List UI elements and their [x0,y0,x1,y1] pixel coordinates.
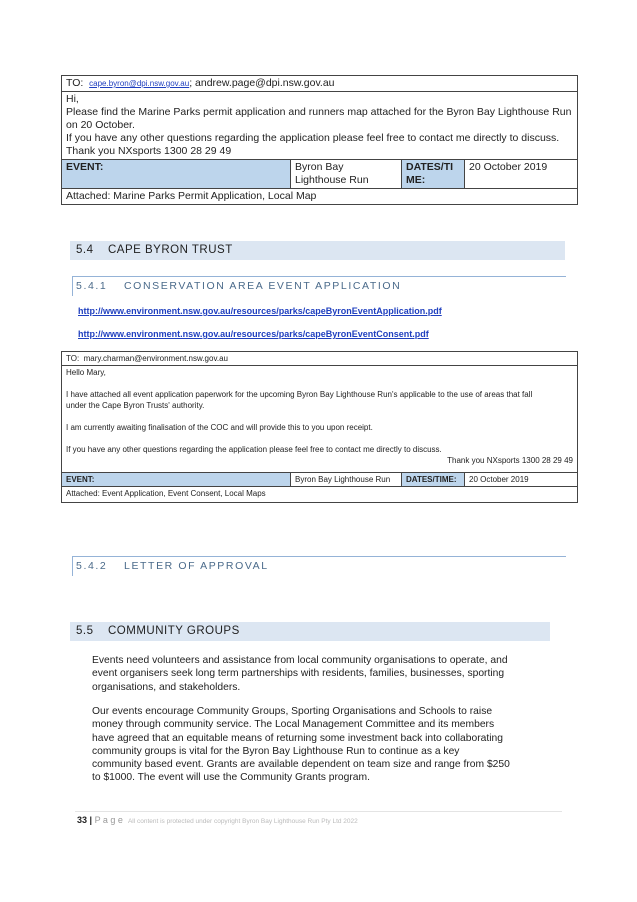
body-line: If you have any other questions regarding the application please feel free to contact me directly to discuss. [66,132,560,144]
email-table-marine-parks [61,75,578,205]
dates-label: DATES/TIME: [402,160,465,189]
to-label: TO: [66,354,80,363]
email-body [62,366,578,473]
event-label: EVENT: [62,473,291,487]
event-application-link[interactable]: http://www.environment.nsw.gov.au/resources/parks/capeByronEventApplication.pdf [78,306,442,316]
event-label: EVENT: [62,160,291,189]
body-line: Please find the Marine Parks permit application and runners map attached for the Byron Bay Lighthouse Run on 20 October. [66,106,572,131]
heading-number: 5.4.2 [76,560,108,572]
heading-title: LETTER OF APPROVAL [124,560,269,572]
heading-community-groups [70,622,550,641]
body-line: I am currently awaiting finalisation of the COC and will provide this to you upon receipt. [66,423,373,432]
footer-divider [75,811,562,812]
dates-value: 20 October 2019 [465,473,578,487]
heading-number: 5.4 [76,244,94,256]
to-label: TO: [66,77,84,89]
greeting: Hi, [66,93,79,105]
to-rest: ; andrew.page@dpi.nsw.gov.au [189,77,335,89]
to-row [62,76,578,92]
heading-title: CAPE BYRON TRUST [108,244,233,256]
event-value: Byron Bay Lighthouse Run [291,473,402,487]
event-consent-link[interactable]: http://www.environment.nsw.gov.au/resources/parks/capeByronEventConsent.pdf [78,329,429,339]
attached-row: Attached: Event Application, Event Consent, Local Maps [62,487,578,503]
event-value: Byron Bay Lighthouse Run [291,160,402,189]
footer-separator: | [89,815,93,825]
copyright-text: All content is protected under copyright Byron Bay Lighthouse Run Pty Ltd 2022 [127,818,358,825]
body-line: I have attached all event application paperwork for the upcoming Byron Bay Lighthouse Run's applicable to the use of areas that fall under the Cape Byron Trusts' authority. [66,390,533,410]
page-number: 33 [77,815,88,825]
heading-number: 5.4.1 [76,280,108,292]
footer [77,815,358,825]
to-address: mary.charman@environment.nsw.gov.au [83,354,228,363]
body-line: If you have any other questions regarding the application please feel free to contact me directly to discuss. [66,445,442,454]
heading-letter-of-approval [72,556,566,576]
email-link[interactable]: cape.byron@dpi.nsw.gov.au [89,79,190,88]
dates-value: 20 October 2019 [465,160,578,189]
heading-cape-byron-trust [70,241,565,260]
email-table-cape-byron [61,351,578,503]
signoff: Thank you NXsports 1300 28 29 49 [66,145,232,157]
page-word: P a g e [94,815,123,825]
heading-conservation-area [72,276,566,296]
paragraph: Our events encourage Community Groups, Sporting Organisations and Schools to raise money through community service. The Local Management Committee and its members have agreed that an equitable means of returning some investment back into collaborating community groups is vital for the Byron Bay Lighthouse Run to continue as a key community based event. Grants are available dependent on team size and range from $250 to $1000. The event will use the Community Grants program. [92,706,510,784]
heading-title: COMMUNITY GROUPS [108,625,240,637]
to-row [62,352,578,366]
greeting: Hello Mary, [66,368,106,377]
paragraph: Events need volunteers and assistance from local community organisations to operate, and event organisers seek long term partnerships with residents, families, businesses, sporting organisations, and stakeholders. [92,655,508,693]
signoff: Thank you NXsports 1300 28 29 49 [447,456,573,465]
attached-row: Attached: Marine Parks Permit Application, Local Map [62,189,578,205]
dates-label: DATES/TIME: [402,473,465,487]
heading-title: CONSERVATION AREA EVENT APPLICATION [124,280,402,292]
email-body [62,92,578,160]
heading-number: 5.5 [76,625,94,637]
